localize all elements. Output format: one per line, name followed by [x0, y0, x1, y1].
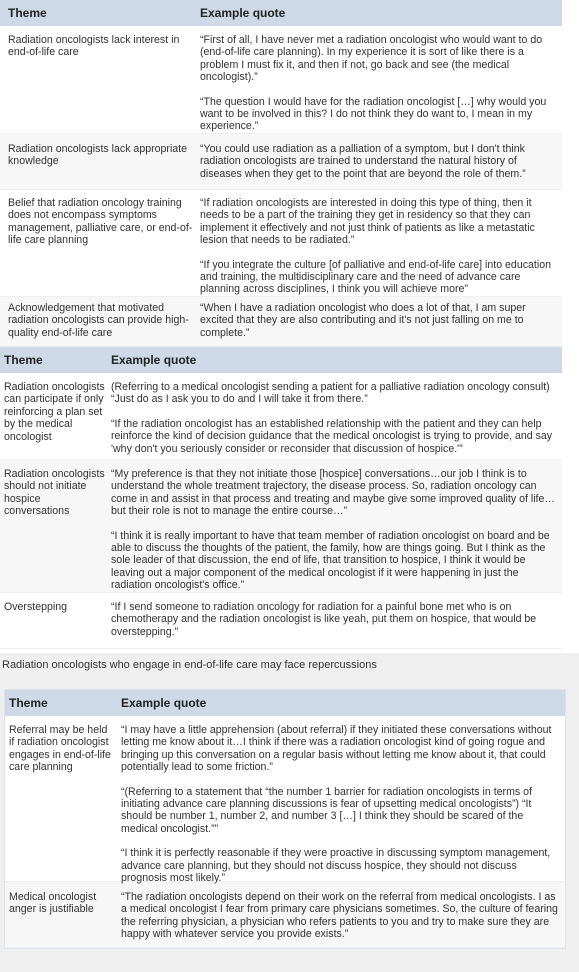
theme-column-header: Theme [9, 695, 48, 710]
theme-cell: Radiation oncologists lack interest in end-of-life care [8, 34, 180, 59]
quote-text: “My preference is that they not initiate those [hospice] conversations…our job I think is to understand the whole treatment trajectory, the disease process. So, radiation oncology can come in and assist in that process and treating and maybe give some improved quality of life…but their role is not to manage the entire course…” [111, 468, 555, 518]
quote-cell [200, 197, 562, 296]
section-title: Radiation oncologists who engage in end-of-life care may face repercussions [2, 659, 377, 671]
quote-text: “The radiation oncologists depend on their work on the referral from medical oncologists. I as a medical oncologist I fear from primary care physicians sometimes. So, the culture of fearing the referring physician, a physician who refers patients to you and try to make sure they are happy with whatever service you provide exists.” [121, 891, 558, 941]
quote-text: “The question I would have for the radiation oncologist […] why would you want to be involved in this? I do not think they do want to, I mean in my experience.” [200, 95, 547, 133]
table-row [0, 593, 562, 649]
quote-text: “First of all, I have never met a radiation oncologist who would want to do (end-of-life care planning). In my experience it is sort of like there is a problem I must fix it, and then if not, go back and see (the medical oncologist).” [200, 34, 543, 84]
quote-column-header: Example quote [200, 5, 286, 20]
quote-text: “You could use radiation as a palliation of a symptom, but I don't think radiation oncologists are trained to understand the natural history of diseases when they get to the point that are beyond the role of them.” [200, 143, 526, 180]
quote-cell [200, 34, 562, 133]
quote-text: “When I have a radiation oncologist who does a lot of that, I am super excited that they are also contributing and it's not just falling on me to complete.” [200, 302, 526, 339]
quote-cell [200, 302, 562, 346]
table-1 [0, 0, 562, 347]
theme-cell: Medical oncologist anger is justifiable [9, 891, 97, 916]
quote-text: (Referring to a medical oncologist sending a patient for a palliative radiation oncology consult) “Just do as I ask you to do and I will take it from there.” [111, 381, 550, 406]
theme-cell: Belief that radiation oncology training does not encompass symptoms management, palliative care, or end-of-life care planning [8, 197, 193, 247]
quote-text: “(Referring to a statement that “the number 1 barrier for radiation oncologists in terms of initiating advance care planning discussions is fear of upsetting medical oncologists”) “It should be number 1, number 2, and number 3 […] I think they should be scared of the medical oncologist.”” [121, 785, 532, 835]
theme-column-header: Theme [8, 5, 47, 20]
table-1-header [0, 0, 562, 26]
quote-cell [121, 891, 565, 947]
quote-cell [111, 468, 562, 592]
theme-cell: Overstepping [4, 601, 68, 613]
theme-cell: Radiation oncologists can participate if only reinforcing a plan set by the medical oncologist [4, 381, 105, 443]
quote-cell [121, 724, 565, 885]
theme-cell: Radiation oncologists should not initiate hospice conversations [4, 468, 105, 518]
table-2 [0, 347, 562, 649]
repercussions-section [0, 653, 579, 972]
table-row [0, 460, 562, 593]
quote-cell [111, 381, 562, 459]
quote-cell [111, 601, 562, 648]
table-3-header [5, 690, 565, 716]
quote-text: “I think it is perfectly reasonable if they were proactive in discussing symptom management, advance care planning, but they should not discuss hospice, they should not discuss prognosis most likely.” [121, 847, 551, 885]
table-row [0, 297, 562, 347]
quote-text: “I may have a little apprehension (about referral) if they initiated these conversations without letting me know about it…I think if there was a radiation oncologist kind of going rogue and bringing up this conversation on a regular basis without letting me know about it, that could potentially lead to some friction.” [121, 724, 552, 774]
quote-text: “I think it is really important to have that team member of radiation oncologist on board and be able to discuss the thoughts of the patient, the family, how are things going. But I think as the sole leader of that discussion, the end of life, that transition to hospice, I think it would be leaving out a major component of the medical oncologist if it were happening in just the radiation oncologist's office.” [111, 529, 550, 592]
table-3 [4, 689, 566, 949]
quote-column-header: Example quote [121, 695, 207, 710]
theme-cell: Referral may be held if radiation oncologist engages in end-of-life care planning [9, 724, 111, 774]
quote-text: “If you integrate the culture [of palliative and end-of-life care] into education and training, the multidisciplinary care and the need of advance care planning across disciplines, I think you will achieve more” [200, 258, 551, 296]
quote-cell [200, 143, 562, 189]
theme-cell: Acknowledgement that motivated radiation oncologists can provide high-quality end-of-life care [8, 302, 189, 339]
table-row [5, 882, 565, 948]
quote-column-header: Example quote [111, 352, 197, 367]
table-row [0, 373, 562, 460]
table-row [5, 716, 565, 885]
theme-column-header: Theme [4, 352, 43, 367]
quote-text: “If radiation oncologists are interested in doing this type of thing, then it needs to be a part of the training they get in residency so that they can implement it effectively and not just think of patients as like a metastatic lesion that needs to be radiated.” [200, 197, 535, 247]
table-row [0, 190, 562, 297]
table-2-header [0, 347, 562, 373]
quote-text: “If the radiation oncologist has an established relationship with the patient and they can help reinforce the kind of decision guidance that the medical oncologist is trying to provide, and say 'why don't you seriously consider or reconsider that discussion of hospice.'” [111, 417, 553, 455]
quote-text: “If I send someone to radiation oncology for radiation for a painful bone met who is on chemotherapy and the radiation oncologist is like yeah, put them on hospice, that would be overstepping.” [111, 601, 537, 638]
theme-cell: Radiation oncologists lack appropriate knowledge [8, 143, 188, 168]
table-row [0, 134, 562, 190]
table-row [0, 26, 562, 134]
